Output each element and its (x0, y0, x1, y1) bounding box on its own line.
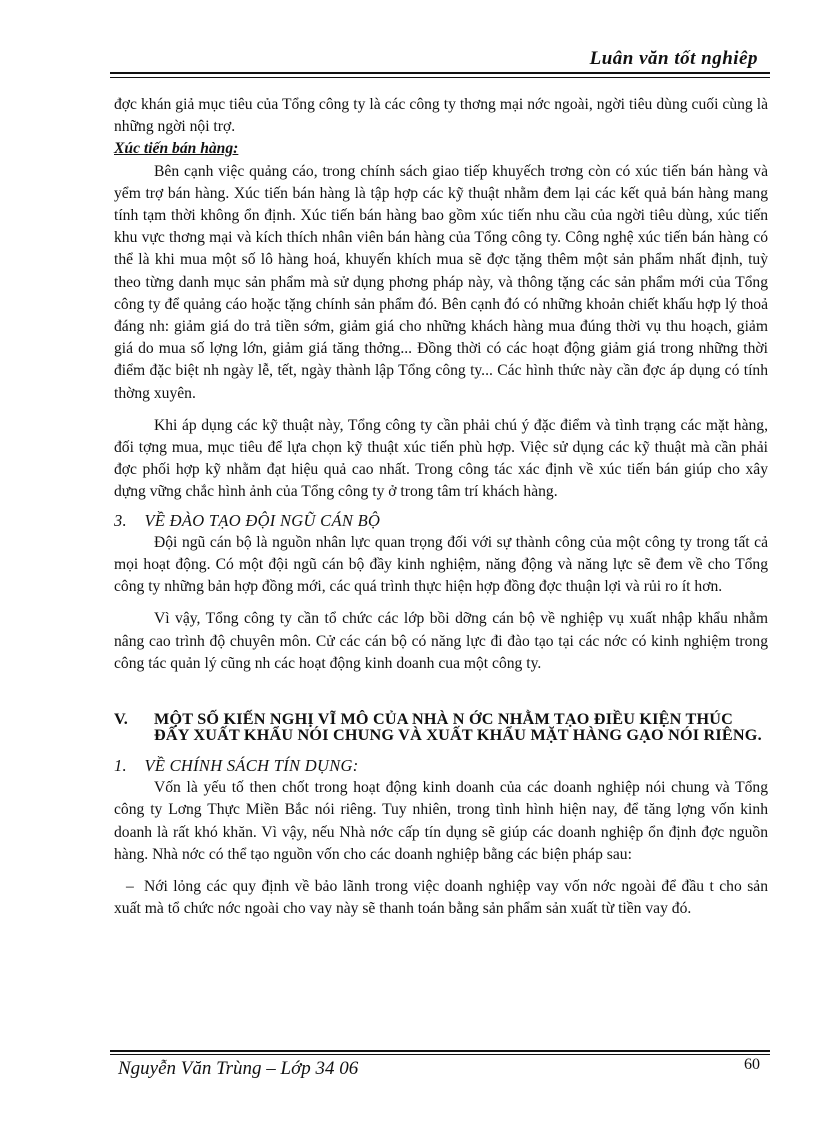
document-body (114, 94, 768, 921)
section-heading-v (114, 711, 768, 743)
heading-text: VỀ CHÍNH SÁCH TÍN DỤNG: (144, 756, 359, 776)
subsection-heading-3 (114, 510, 768, 532)
paragraph: Vốn là yếu tố then chốt trong hoạt động kinh doanh của các doanh nghiệp nói chung và Tổng công ty Lơng Thực Miền Bắc nói riêng. Tuy nhiên, trong tình hình hiện nay, để tăng lợng vốn kinh doanh là rất khó khăn. Vì vậy, nếu Nhà nớc cấp tín dụng sẽ giúp các doanh nghiệp ổn định đợc nguồn hàng. Nhà nớc có thể tạo nguồn vốn cho các doanh nghiệp bằng các biện pháp sau: (114, 779, 768, 863)
list-item-text: Nới lỏng các quy định về bảo lãnh trong việc doanh nghiệp vay vốn nớc ngoài để đầu t cho sản xuất mà tổ chức nớc ngoài cho vay này sẽ thanh toán bằng sản phẩm sản xuất từ tiền vay đó. (114, 878, 768, 918)
footer-author: Nguyễn Văn Trùng – Lớp 34 06 (118, 1058, 359, 1079)
heading-text: VỀ ĐÀO TẠO ĐỘI NGŨ CÁN BỘ (144, 510, 381, 530)
header-rule-thick (110, 72, 770, 74)
paragraph: Vì vậy, Tổng công ty cần tổ chức các lớp bồi dỡng cán bộ về nghiệp vụ xuất nhập khẩu nhằm nâng cao trình độ chuyên môn. Cử các cán bộ có năng lực đi đào tạo tại các nớc có kinh nghiệm trong công tác quản lý cũng nh các hoạt động kinh doanh cua một công ty. (114, 610, 768, 672)
heading-text: MỘT SỐ KIẾN NGHỊ VĨ MÔ CỦA NHÀ N ỚC NHẰM TẠO ĐIỀU KIỆN THÚC ĐẨY XUẤT KHẨU NÓI CHUNG VÀ XUẤT KHẨU MẶT HÀNG GẠO NÓI RIÊNG. (154, 710, 762, 745)
bullet-dash: – (126, 878, 134, 896)
list-item (114, 876, 768, 920)
heading-number: 3. (114, 510, 127, 530)
paragraph: đợc khán giả mục tiêu của Tổng công ty là các công ty thơng mại nớc ngoài, ngời tiêu dùng cuối cùng là những ngời nội trợ. (114, 96, 768, 136)
heading-number: V. (114, 710, 129, 729)
page-number: 60 (744, 1056, 760, 1073)
page-header-title: Luân văn tốt nghiêp (589, 48, 758, 69)
paragraph: Đội ngũ cán bộ là nguồn nhân lực quan trọng đối với sự thành công của một công ty trong tất cả mọi hoạt động. Có một đội ngũ cán bộ đầy kinh nghiệm, năng động và năng lực sẽ đem về cho Tổng công ty những bản hợp đồng mới, các quá trình thực hiện hợp đồng đợc thuận lợi và rủi ro ít hơn. (114, 533, 768, 596)
footer-rule-thick (110, 1050, 770, 1052)
section-heading-xuc-tien: Xúc tiến bán hàng: (114, 140, 239, 158)
header-rule-thin (110, 77, 770, 78)
heading-number: 1. (114, 756, 127, 776)
subsection-heading-1 (114, 755, 768, 777)
paragraph: Bên cạnh việc quảng cáo, trong chính sách giao tiếp khuyếch trơng còn có xúc tiến bán hàng và yểm trợ bán hàng. Xúc tiến bán hàng là tập hợp các kỹ thuật nhằm đem lại các kết quả bán hàng mang tính tạm thời không ổn định. Xúc tiến bán hàng bao gồm xúc tiến nhu cầu của ngời tiêu dùng, xúc tiến khu vực thơng mại và kích thích nhân viên bán hàng của Tổng công ty. Công nghệ xúc tiến bán hàng có thể là khi mua một số lô hàng hoá, khuyến khích mua sẽ đợc tặng thêm một sản phẩm nhất định, tuỳ theo từng danh mục sản phẩm mà sử dụng phơng pháp này, và thông tặng các sản phẩm mới của Tổng công ty để quảng cáo hoặc tặng chính sản phẩm đó. Bên cạnh đó có những khoản chiết khấu hợp lý thoả đáng nh: giảm giá do trả tiền sớm, giảm giá cho những khách hàng mua đúng thời vụ thu hoạch, giảm giá do mua số lợng lớn, giảm giá tăng thởng... Đồng thời có các hoạt động giảm giá trong những thời điểm đặc biệt nh ngày lễ, tết, ngày thành lập Tổng công ty... Các hình thức này cần đợc áp dụng có tính thờng xuyên. (114, 162, 768, 402)
footer-rule-thin (110, 1054, 770, 1055)
paragraph: Khi áp dụng các kỹ thuật này, Tổng công ty cần phải chú ý đặc điểm và tình trạng các mặt hàng, đối tợng mua, mục tiêu để lựa chọn kỹ thuật xúc tiến phù hợp. Việc sử dụng các kỹ thuật mà cần phải đợc phối hợp kỹ nhằm đạt hiệu quả cao nhất. Trong công tác xác định về xúc tiến bán giúp cho xây dựng vững chắc hình ảnh của Tổng công ty ở trong tâm trí khách hàng. (114, 416, 768, 501)
